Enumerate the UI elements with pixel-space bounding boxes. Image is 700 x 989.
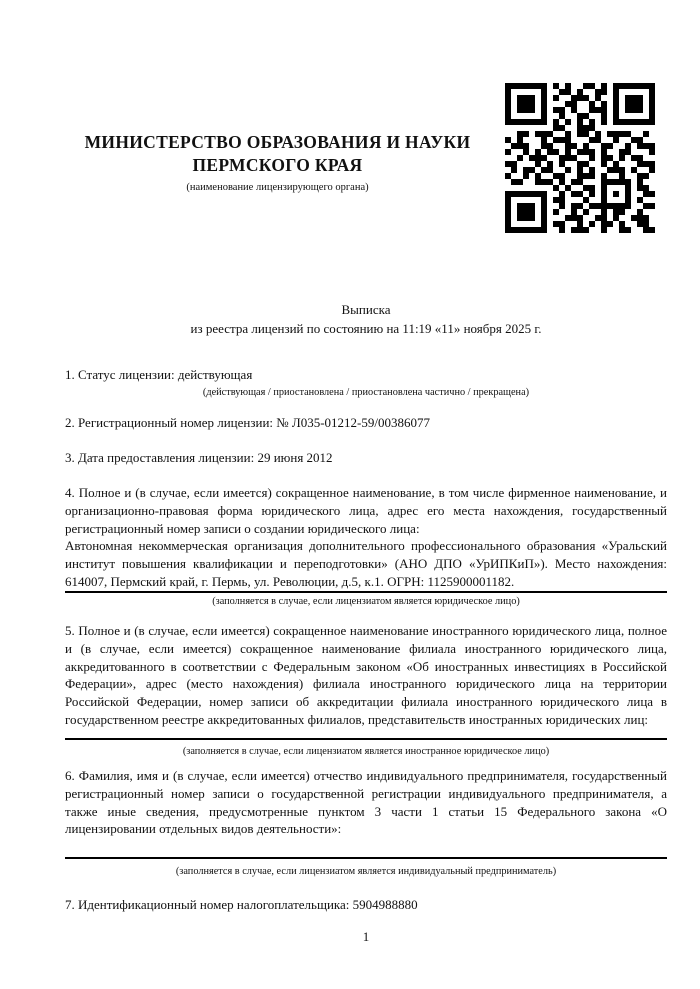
item-6-individual-entrepreneur [65, 767, 667, 838]
authority-name-line-1: МИНИСТЕРСТВО ОБРАЗОВАНИЯ И НАУКИ [84, 132, 471, 152]
licensing-authority-header [65, 131, 490, 194]
title-line-1: Выписка [341, 302, 391, 317]
item-5-fill-line [65, 738, 667, 740]
item-6-fill-line [65, 857, 667, 859]
item-4-note: (заполняется в случае, если лицензиатом является юридическое лицо) [212, 596, 520, 607]
title-line-2: из реестра лицензий по состоянию на 11:19 «11» ноября 2025 г. [190, 320, 542, 336]
item-4-label: 4. Полное и (в случае, если имеется) сокращенное наименование, в том числе фирменное наименование, и организационно-правовая форма юридического лица, адрес его места нахождения, государственный регистрационный номер записи о создании юридического лица: [65, 485, 667, 536]
item-7-taxpayer-number: 7. Идентификационный номер налогоплательщика: 5904988880 [65, 897, 418, 912]
document-title [65, 301, 667, 338]
page-number: 1 [362, 929, 370, 944]
item-5-label: 5. Полное и (в случае, если имеется) сокращенное наименование иностранного юридического лица, полное и (в случае, если имеется) сокращенное наименование филиала иностранного юридического лица, аккредитованного в соответствии с Федеральным законом «Об иностранных инвестициях в Российской Федерации», адрес (место нахождения) филиала иностранного юридического лица на территории Российской Федерации, номер записи об аккредитации филиала иностранного юридического лица в государственном реестре аккредитованных филиалов, представительств иностранных юридических лиц: [65, 623, 667, 727]
item-3-license-grant-date: 3. Дата предоставления лицензии: 29 июня 2012 [65, 450, 333, 465]
item-4-legal-entity [65, 484, 667, 591]
item-4-fill-line [65, 591, 667, 593]
item-6-note: (заполняется в случае, если лицензиатом является индивидуальный предприниматель) [175, 866, 557, 877]
item-6-label: 6. Фамилия, имя и (в случае, если имеется) отчество индивидуального предпринимателя, государственный регистрационный номер записи о государственной регистрации индивидуального предпринимателя, а также иные сведения, предусмотренные пунктом 3 части 1 статьи 15 Федерального закона «О лицензировании отдельных видов деятельности»: [65, 768, 667, 837]
item-1-status-options-note: (действующая / приостановлена / приостановлена частично / прекращена) [202, 387, 530, 398]
authority-name-line-2: ПЕРМСКОГО КРАЯ [192, 155, 363, 175]
authority-caption: (наименование лицензирующего органа) [186, 182, 369, 193]
qr-code [505, 83, 655, 233]
item-5-note: (заполняется в случае, если лицензиатом является иностранное юридическое лицо) [182, 746, 550, 757]
item-5-foreign-entity [65, 622, 667, 729]
item-1-license-status: 1. Статус лицензии: действующая [65, 367, 253, 382]
item-4-value: Автономная некоммерческая организация дополнительного профессионального образования «Уральский институт повышения квалификации и переподготовки» (АНО ДПО «УрИПКиП»). Место нахождения: 614007, Пермский край, г. Пермь, ул. Революции, д.5, к.1. ОГРН: 1125900001182. [65, 538, 667, 589]
item-2-registration-number: 2. Регистрационный номер лицензии: № Л035-01212-59/00386077 [65, 415, 431, 430]
